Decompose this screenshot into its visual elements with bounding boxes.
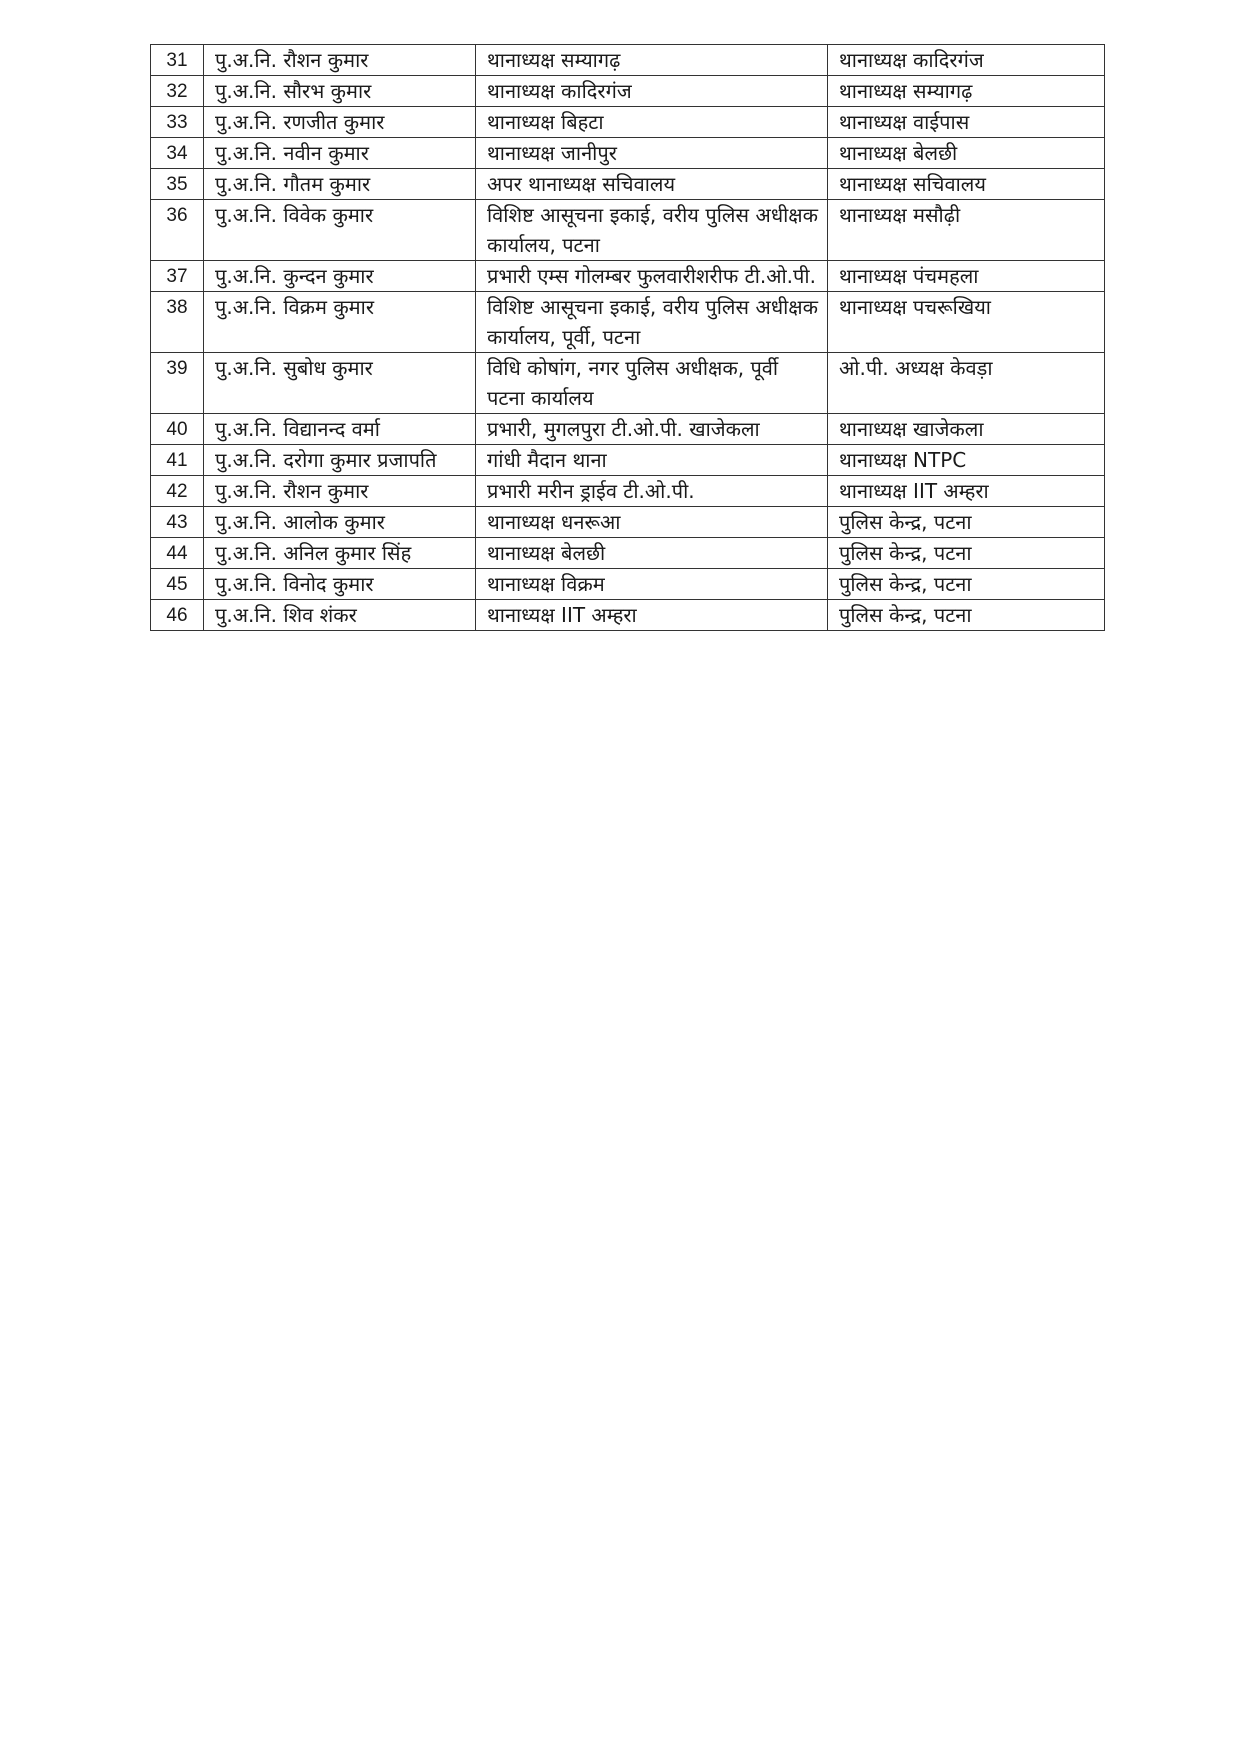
officer-name: पु.अ.नि. अनिल कुमार सिंह xyxy=(204,538,476,569)
officer-name: पु.अ.नि. गौतम कुमार xyxy=(204,169,476,200)
table-row xyxy=(151,261,1105,292)
table-row xyxy=(151,292,1105,353)
officer-name: पु.अ.नि. नवीन कुमार xyxy=(204,138,476,169)
serial-number: 34 xyxy=(151,138,204,169)
serial-number: 32 xyxy=(151,76,204,107)
new-posting: थानाध्यक्ष सम्यागढ़ xyxy=(828,76,1105,107)
officer-name: पु.अ.नि. विद्यानन्द वर्मा xyxy=(204,414,476,445)
current-posting: थानाध्यक्ष बिहटा xyxy=(476,107,828,138)
serial-number: 45 xyxy=(151,569,204,600)
officer-name: पु.अ.नि. रौशन कुमार xyxy=(204,45,476,76)
new-posting: थानाध्यक्ष NTPC xyxy=(828,445,1105,476)
officer-name: पु.अ.नि. सुबोध कुमार xyxy=(204,353,476,414)
current-posting: थानाध्यक्ष धनरूआ xyxy=(476,507,828,538)
serial-number: 46 xyxy=(151,600,204,631)
table-row xyxy=(151,414,1105,445)
officer-name: पु.अ.नि. सौरभ कुमार xyxy=(204,76,476,107)
current-posting: प्रभारी, मुगलपुरा टी.ओ.पी. खाजेकला xyxy=(476,414,828,445)
table-row xyxy=(151,45,1105,76)
current-posting: थानाध्यक्ष कादिरगंज xyxy=(476,76,828,107)
officer-name: पु.अ.नि. शिव शंकर xyxy=(204,600,476,631)
new-posting: थानाध्यक्ष पचरूखिया xyxy=(828,292,1105,353)
serial-number: 31 xyxy=(151,45,204,76)
new-posting: थानाध्यक्ष मसौढ़ी xyxy=(828,200,1105,261)
officer-name: पु.अ.नि. विक्रम कुमार xyxy=(204,292,476,353)
table-row xyxy=(151,76,1105,107)
table-row xyxy=(151,353,1105,414)
table-row xyxy=(151,107,1105,138)
serial-number: 44 xyxy=(151,538,204,569)
new-posting: ओ.पी. अध्यक्ष केवड़ा xyxy=(828,353,1105,414)
table-row xyxy=(151,169,1105,200)
serial-number: 42 xyxy=(151,476,204,507)
serial-number: 36 xyxy=(151,200,204,261)
officer-name: पु.अ.नि. कुन्दन कुमार xyxy=(204,261,476,292)
current-posting: थानाध्यक्ष सम्यागढ़ xyxy=(476,45,828,76)
current-posting: थानाध्यक्ष विक्रम xyxy=(476,569,828,600)
current-posting: प्रभारी एम्स गोलम्बर फुलवारीशरीफ टी.ओ.पी. xyxy=(476,261,828,292)
officer-name: पु.अ.नि. विनोद कुमार xyxy=(204,569,476,600)
serial-number: 38 xyxy=(151,292,204,353)
table-row xyxy=(151,600,1105,631)
serial-number: 33 xyxy=(151,107,204,138)
serial-number: 40 xyxy=(151,414,204,445)
officer-name: पु.अ.नि. दरोगा कुमार प्रजापति xyxy=(204,445,476,476)
current-posting: गांधी मैदान थाना xyxy=(476,445,828,476)
officer-name: पु.अ.नि. आलोक कुमार xyxy=(204,507,476,538)
new-posting: पुलिस केन्द्र, पटना xyxy=(828,507,1105,538)
new-posting: थानाध्यक्ष बेलछी xyxy=(828,138,1105,169)
new-posting: थानाध्यक्ष IIT अम्हरा xyxy=(828,476,1105,507)
transfer-table xyxy=(150,44,1105,631)
officer-name: पु.अ.नि. रणजीत कुमार xyxy=(204,107,476,138)
new-posting: पुलिस केन्द्र, पटना xyxy=(828,569,1105,600)
table-row xyxy=(151,200,1105,261)
table-row xyxy=(151,538,1105,569)
serial-number: 35 xyxy=(151,169,204,200)
current-posting: थानाध्यक्ष IIT अम्हरा xyxy=(476,600,828,631)
new-posting: थानाध्यक्ष खाजेकला xyxy=(828,414,1105,445)
current-posting: विशिष्ट आसूचना इकाई, वरीय पुलिस अधीक्षक कार्यालय, पटना xyxy=(476,200,828,261)
new-posting: थानाध्यक्ष पंचमहला xyxy=(828,261,1105,292)
table-row xyxy=(151,476,1105,507)
serial-number: 39 xyxy=(151,353,204,414)
serial-number: 43 xyxy=(151,507,204,538)
new-posting: पुलिस केन्द्र, पटना xyxy=(828,600,1105,631)
table-row xyxy=(151,138,1105,169)
new-posting: पुलिस केन्द्र, पटना xyxy=(828,538,1105,569)
new-posting: थानाध्यक्ष सचिवालय xyxy=(828,169,1105,200)
current-posting: प्रभारी मरीन ड्राईव टी.ओ.पी. xyxy=(476,476,828,507)
officer-name: पु.अ.नि. विवेक कुमार xyxy=(204,200,476,261)
current-posting: विशिष्ट आसूचना इकाई, वरीय पुलिस अधीक्षक कार्यालय, पूर्वी, पटना xyxy=(476,292,828,353)
new-posting: थानाध्यक्ष कादिरगंज xyxy=(828,45,1105,76)
current-posting: थानाध्यक्ष बेलछी xyxy=(476,538,828,569)
table-row xyxy=(151,569,1105,600)
serial-number: 37 xyxy=(151,261,204,292)
table-row xyxy=(151,445,1105,476)
table-row xyxy=(151,507,1105,538)
serial-number: 41 xyxy=(151,445,204,476)
officer-name: पु.अ.नि. रौशन कुमार xyxy=(204,476,476,507)
transfer-table-body xyxy=(151,45,1105,631)
current-posting: अपर थानाध्यक्ष सचिवालय xyxy=(476,169,828,200)
new-posting: थानाध्यक्ष वाईपास xyxy=(828,107,1105,138)
current-posting: थानाध्यक्ष जानीपुर xyxy=(476,138,828,169)
current-posting: विधि कोषांग, नगर पुलिस अधीक्षक, पूर्वी पटना कार्यालय xyxy=(476,353,828,414)
